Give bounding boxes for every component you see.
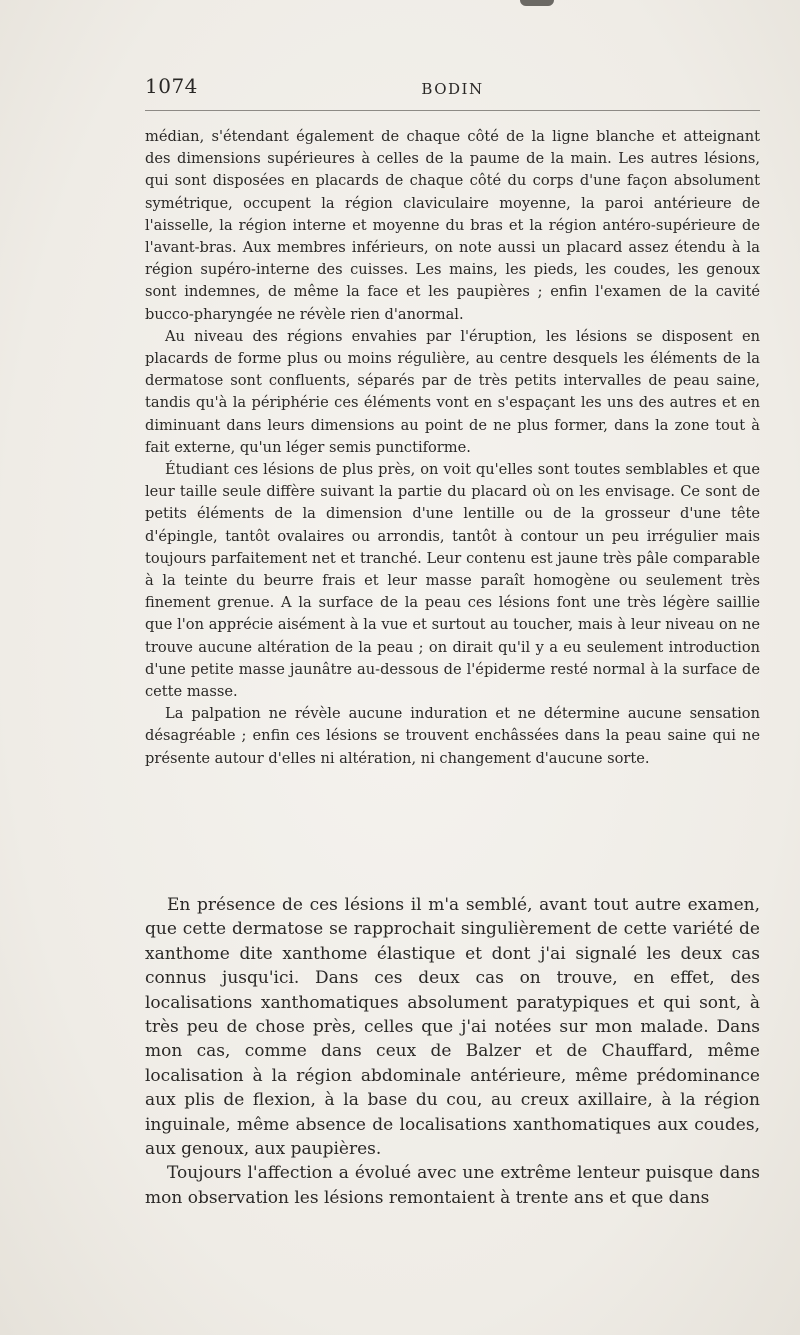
page-header: [145, 74, 760, 104]
paragraph: Au niveau des régions envahies par l'éruption, les lésions se disposent en placards de forme plus ou moins régulière, au centre desquels les éléments de la dermatose sont confluents, séparés par de très petits intervalles de peau saine, tandis qu'à la périphérie ces éléments vont en s'espaçant les uns des autres et en diminuant dans leurs dimensions au point de ne plus former, dans la zone tout à fait externe, qu'un léger semis punctiforme.: [145, 327, 760, 456]
paragraph: En présence de ces lésions il m'a semblé, avant tout autre examen, que cette dermatose se rapprochait singulièrement de cette variété de xanthome dite xanthome élastique et dont j'ai signalé les deux cas connus jusqu'ici. Dans ces deux cas on trouve, en effet, des localisations xanthomatiques absolument paratypiques et qui sont, à très peu de chose près, celles que j'ai notées sur mon malade. Dans mon cas, comme dans ceux de Balzer et de Chauffard, même localisation à la région abdominale antérieure, même prédominance aux plis de flexion, à la base du cou, au creux axillaire, à la région inguinale, même absence de localisations xanthomatiques aux coudes, aux genoux, aux paupières.: [145, 895, 760, 1160]
page-number: 1074: [145, 74, 198, 98]
running-head: BODIN: [421, 80, 484, 98]
paragraph: La palpation ne révèle aucune induration et ne détermine aucune sensation désagréable ; enfin ces lésions se trouvent enchâssées dans la peau saine qui ne présente autour d'elles ni altération, ni changement d'aucune sorte.: [145, 705, 760, 767]
main-text-section: [145, 893, 760, 1210]
paragraph: Toujours l'affection a évolué avec une extrême lenteur puisque dans mon observation les lésions remontaient à trente ans et que dans: [145, 1163, 760, 1208]
header-rule: [145, 110, 760, 111]
paragraph: Étudiant ces lésions de plus près, on voit qu'elles sont toutes semblables et que leur taille seule diffère suivant la partie du placard où on les envisage. Ce sont de petits éléments de la dimension d'une lentille ou de la grosseur d'une tête d'épingle, tantôt ovalaires ou arrondis, tantôt à contour un peu irrégulier mais toujours parfaitement net et tranché. Leur contenu est jaune très pâle comparable à la teinte du beurre frais et leur masse paraît homogène ou seulement très finement grenue. A la surface de la peau ces lésions font une très légère saillie que l'on apprécie aisément à la vue et surtout au toucher, mais à leur niveau on ne trouve aucune altération de la peau ; on dirait qu'il y a eu seulement introduction d'une petite masse jaunâtre au-dessous de l'épiderme resté normal à la surface de cette masse.: [145, 461, 760, 701]
ink-blot: [520, 0, 554, 6]
paragraph: médian, s'étendant également de chaque côté de la ligne blanche et atteignant des dimensions supérieures à celles de la paume de la main. Les autres lésions, qui sont disposées en placards de chaque côté du corps d'une façon absolument symétrique, occupent la région claviculaire moyenne, la paroi antérieure de l'aisselle, la région interne et moyenne du bras et la région antéro-supérieure de l'avant-bras. Aux membres inférieurs, on note aussi un placard assez étendu à la région supéro-interne des cuisses. Les mains, les pieds, les coudes, les genoux sont indemnes, de même la face et les paupières ; enfin l'examen de la cavité bucco-pharyngée ne révèle rien d'anormal.: [145, 128, 760, 323]
small-print-section: [145, 126, 760, 770]
